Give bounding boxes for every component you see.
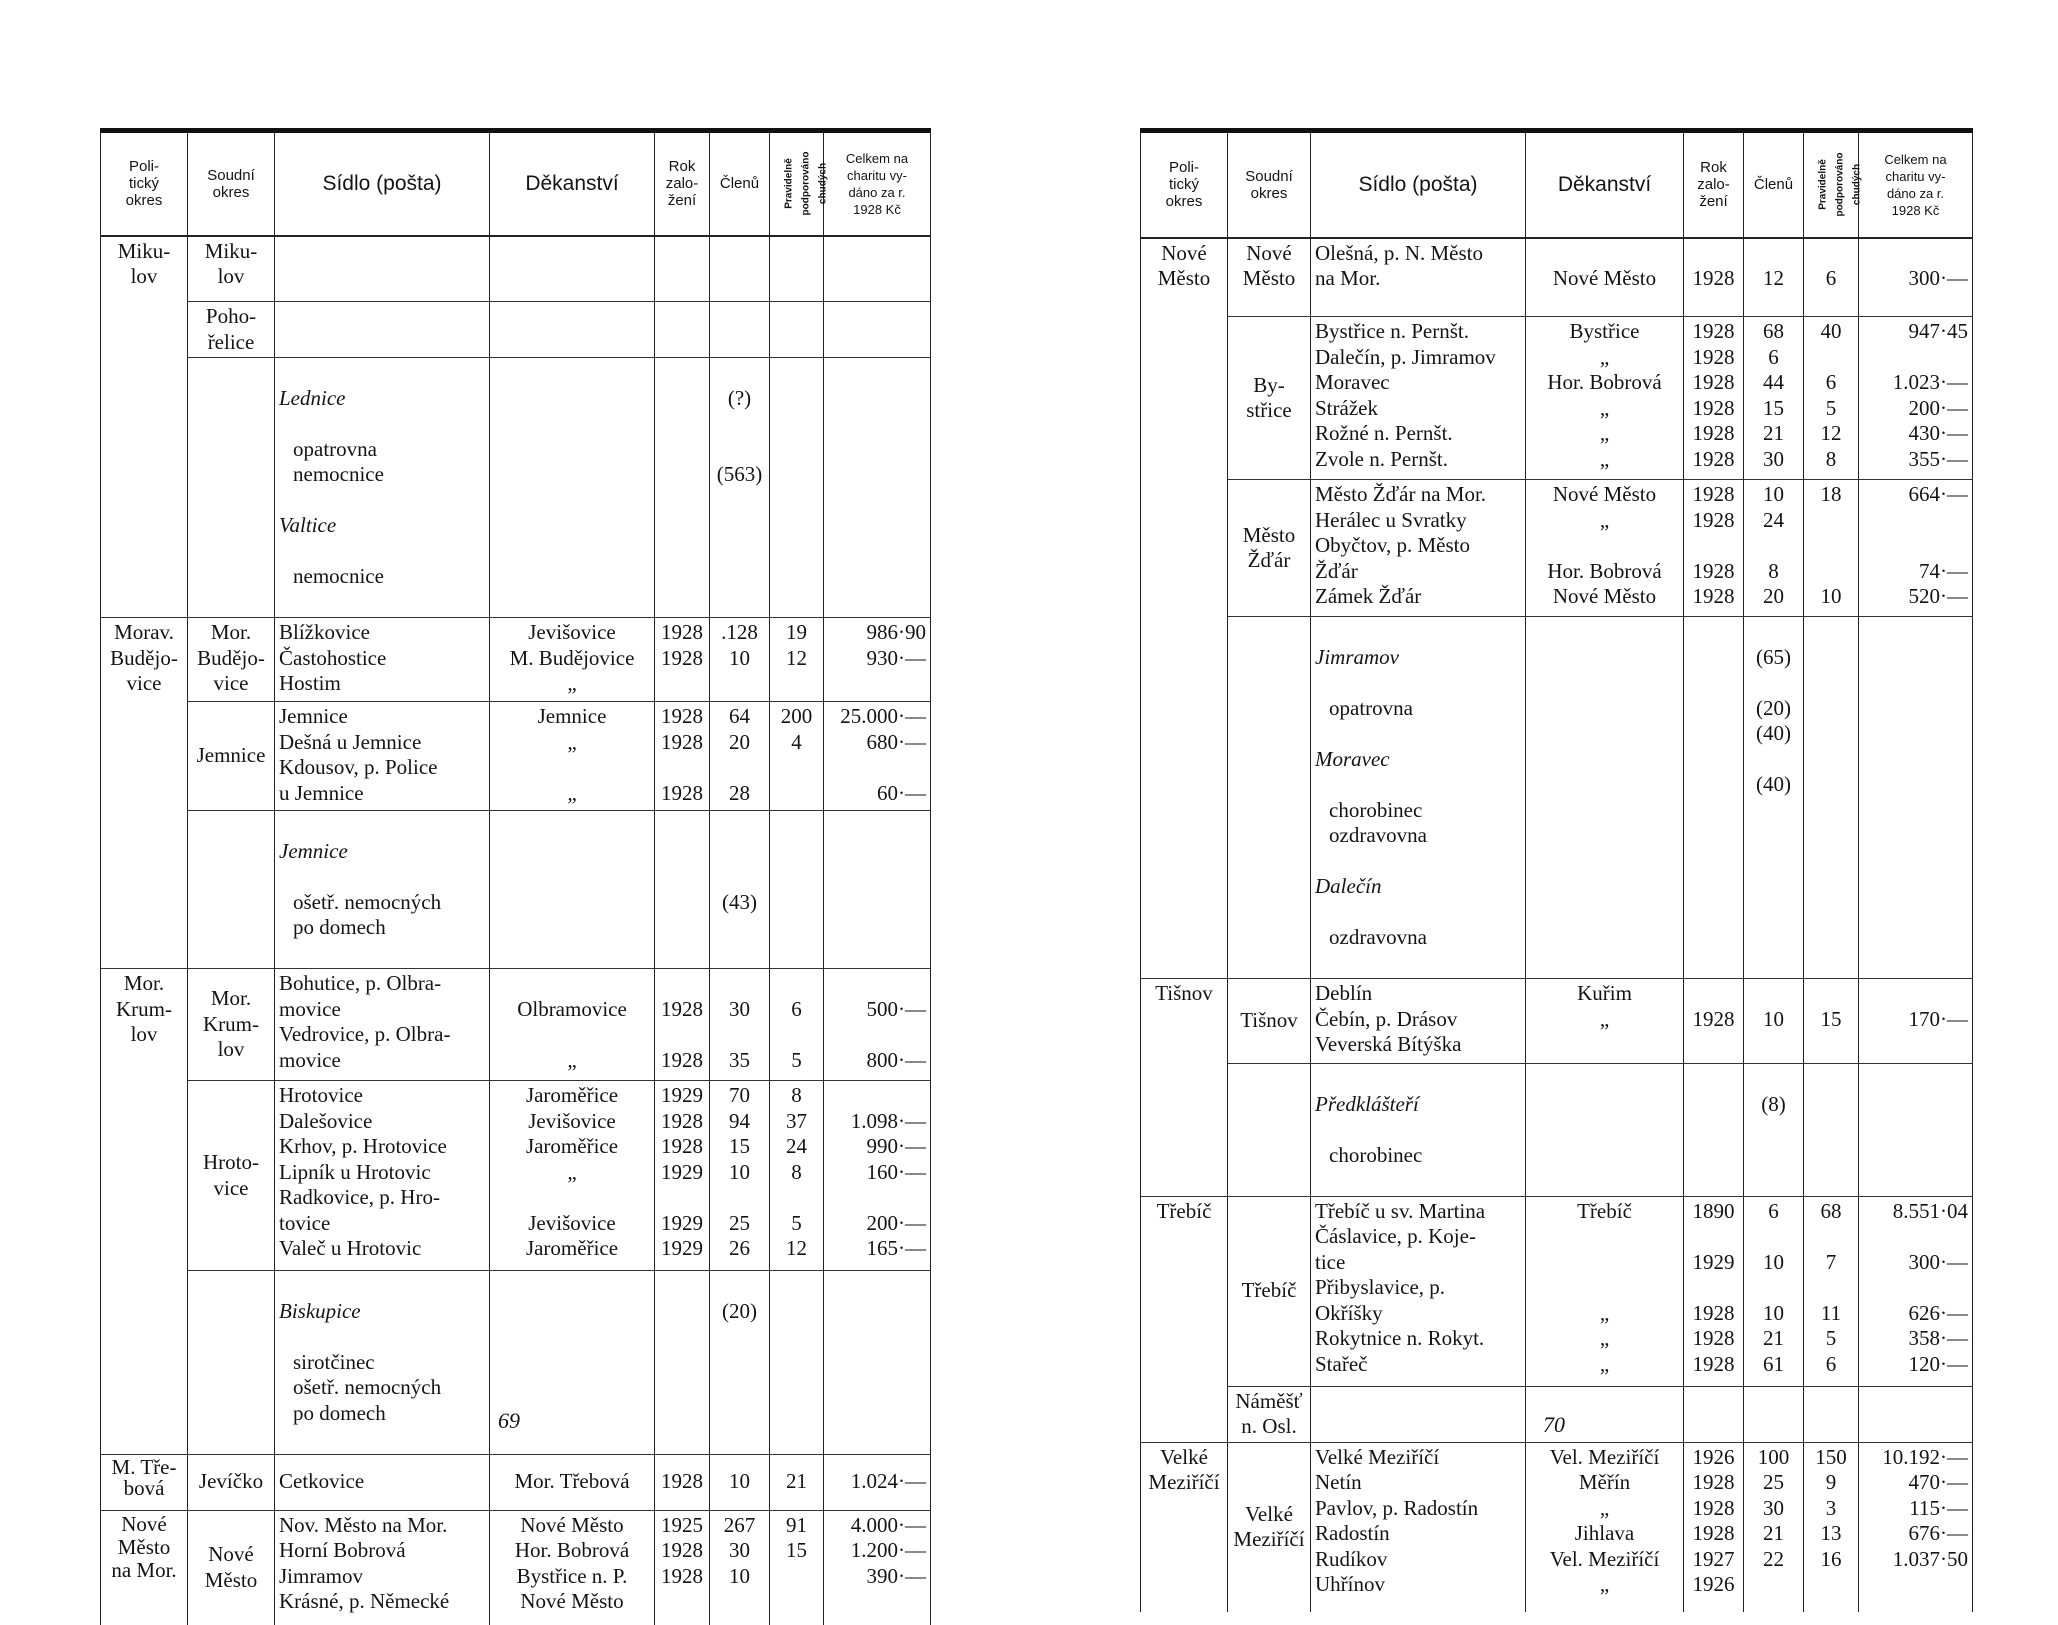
clenu-cell: 10 (1744, 979, 1804, 1064)
politicky-okres-cell: Tišnov (1141, 979, 1228, 1197)
soudni-okres-cell: Poho- řelice (188, 302, 275, 358)
sidlo-cell (275, 302, 490, 358)
soudni-okres-cell: Jevíčko (188, 1454, 275, 1510)
institution-place: Biskupice (279, 1298, 361, 1323)
institution-place: Dalečín (1315, 874, 1382, 898)
clenu-cell: (43) (710, 811, 770, 969)
table-row (101, 302, 931, 358)
table-header (101, 131, 931, 236)
table-row (1141, 617, 1973, 979)
sidlo-cell: Deblín Čebín, p. Drásov Veverská Bítýška (1311, 979, 1526, 1064)
soudni-okres-cell (188, 358, 275, 618)
charity-table-right (1140, 128, 1973, 1612)
dekanstvi-cell: Kuřim „ (1526, 979, 1684, 1064)
soudni-okres-cell: Město Žďár (1228, 480, 1311, 617)
institution-place: Moravec (1315, 746, 1390, 771)
rok-cell: 1928 1928 1928 (655, 702, 710, 811)
rok-cell: 1929 1928 1928 1929 1929 1929 (655, 1081, 710, 1271)
rok-cell: 1928 (655, 1454, 710, 1510)
clenu-cell: 100 25 30 21 22 (1744, 1442, 1804, 1612)
podporovano-cell: 68 7 11 5 6 (1804, 1196, 1859, 1386)
institution-type: chorobinec ozdravovna (1329, 797, 1427, 847)
clenu-cell: .128 10 (710, 618, 770, 702)
dekanstvi-cell: Nové Město (1526, 238, 1684, 317)
sidlo-cell: Třebíč u sv. Martina Čáslavice, p. Koje- tice Přibyslavice, p. Okříšky Rokytnice n. Rokyt. Stařeč (1311, 1196, 1526, 1386)
left-page (100, 128, 930, 1625)
podporovano-cell: 21 (770, 1454, 824, 1510)
dekanstvi-cell: Bystřice „ Hor. Bobrová „ „ „ (1526, 317, 1684, 480)
podporovano-cell: 6 5 (770, 969, 824, 1081)
soudni-okres-cell (188, 811, 275, 969)
header-dekanstvi: Děkanství (490, 131, 655, 236)
rok-cell: 1928 1928 1928 1928 1928 1928 (1684, 317, 1744, 480)
dekanstvi-cell: Olbramovice „ (490, 969, 655, 1081)
soudni-okres-cell: By- střice (1228, 317, 1311, 480)
clenu-cell (1744, 1386, 1804, 1442)
rok-cell (1684, 1064, 1744, 1197)
sidlo-cell (275, 1271, 490, 1455)
rok-cell (655, 302, 710, 358)
clenu-cell: 70 94 15 10 25 26 (710, 1081, 770, 1271)
celkem-cell: 300·— (1859, 238, 1973, 317)
celkem-cell: 8.551·04 300·— 626·— 358·— 120·— (1859, 1196, 1973, 1386)
clenu-cell: (20) (710, 1271, 770, 1455)
podporovano-cell (770, 302, 824, 358)
sidlo-cell: Velké Meziříčí Netín Pavlov, p. Radostín Radostín Rudíkov Uhřínov (1311, 1442, 1526, 1612)
celkem-cell: 986·90 930·— (824, 618, 931, 702)
header-soudni-okres: Soudní okres (188, 131, 275, 236)
charity-table-left (100, 128, 931, 1625)
sidlo-cell: Město Žďár na Mor. Herálec u Svratky Obyčtov, p. Město Žďár Zámek Žďár (1311, 480, 1526, 617)
podporovano-cell (770, 811, 824, 969)
header-sidlo: Sídlo (pošta) (1311, 131, 1526, 238)
rok-cell: 1925 1928 1928 (655, 1510, 710, 1625)
celkem-cell: 4.000·— 1.200·— 390·— (824, 1510, 931, 1625)
podporovano-cell (770, 236, 824, 302)
podporovano-cell (1804, 1386, 1859, 1442)
rok-cell (655, 811, 710, 969)
soudni-okres-cell: Velké Meziříčí (1228, 1442, 1311, 1612)
dekanstvi-cell (1526, 617, 1684, 979)
celkem-cell (1859, 1064, 1973, 1197)
institution-type: nemocnice (293, 564, 384, 588)
podporovano-cell: 91 15 (770, 1510, 824, 1625)
clenu-cell: 64 20 28 (710, 702, 770, 811)
rok-cell (655, 1271, 710, 1455)
celkem-cell (824, 236, 931, 302)
rok-cell (1684, 617, 1744, 979)
sidlo-cell (1311, 1386, 1526, 1442)
dekanstvi-cell: Nové Město „ Hor. Bobrová Nové Město (1526, 480, 1684, 617)
table-row (101, 1454, 931, 1510)
header-clenu: Členů (1744, 131, 1804, 238)
rok-cell: 1926 1928 1928 1928 1927 1926 (1684, 1442, 1744, 1612)
soudni-okres-cell: Mor. Krum- lov (188, 969, 275, 1081)
rok-cell (1684, 1386, 1744, 1442)
soudni-okres-cell: Nové Město (1228, 238, 1311, 317)
header-politicky-okres: Poli- tický okres (101, 131, 188, 236)
institution-place: Jimramov (1315, 644, 1399, 669)
dekanstvi-cell: Jemnice „ „ (490, 702, 655, 811)
celkem-cell: 25.000·— 680·— 60·— (824, 702, 931, 811)
clenu-cell (710, 236, 770, 302)
rok-cell: 1928 1928 (655, 969, 710, 1081)
header-pravidelne-podporovano: Pravidelně podporováno chudých (770, 131, 824, 236)
podporovano-cell: 8 37 24 8 5 12 (770, 1081, 824, 1271)
header-dekanstvi: Děkanství (1526, 131, 1684, 238)
celkem-cell (824, 358, 931, 618)
dekanstvi-cell: Vel. Meziříčí Měřín „ Jihlava Vel. Meziříčí „ (1526, 1442, 1684, 1612)
dekanstvi-cell: Jaroměřice Jevišovice Jaroměřice „ Jevišovice Jaroměřice (490, 1081, 655, 1271)
table-row (101, 236, 931, 302)
politicky-okres-cell: Nové Město na Mor. (101, 1510, 188, 1625)
rok-cell (655, 358, 710, 618)
header-celkem: Celkem na charitu vy- dáno za r. 1928 Kč (1859, 131, 1973, 238)
sidlo-cell: Bystřice n. Pernšt. Dalečín, p. Jimramov Moravec Strážek Rožné n. Pernšt. Zvole n. Pernšt. (1311, 317, 1526, 480)
table-row (1141, 1442, 1973, 1612)
soudni-okres-cell: Třebíč (1228, 1196, 1311, 1386)
sidlo-cell (275, 358, 490, 618)
rok-cell (655, 236, 710, 302)
institution-type: ošetř. nemocných po domech (293, 889, 442, 939)
clenu-cell: 10 24 8 20 (1744, 480, 1804, 617)
celkem-cell: 1.098·— 990·— 160·— 200·— 165·— (824, 1081, 931, 1271)
dekanstvi-cell (490, 811, 655, 969)
clenu-cell: 12 (1744, 238, 1804, 317)
institution-type: opatrovna nemocnice (293, 436, 384, 486)
celkem-cell (824, 811, 931, 969)
clenu-cell (710, 302, 770, 358)
sidlo-cell (1311, 617, 1526, 979)
institution-place: Valtice (279, 513, 337, 537)
celkem-cell (824, 1271, 931, 1455)
clenu-cell: 30 35 (710, 969, 770, 1081)
celkem-cell: 170·— (1859, 979, 1973, 1064)
politicky-okres-cell: Mor. Krum- lov (101, 969, 188, 1455)
clenu-cell: 10 (710, 1454, 770, 1510)
celkem-cell (1859, 617, 1973, 979)
podporovano-cell: 18 10 (1804, 480, 1859, 617)
politicky-okres-cell: M. Tře- bová (101, 1454, 188, 1510)
celkem-cell: 664·— 74·— 520·— (1859, 480, 1973, 617)
table-row (101, 969, 931, 1081)
sidlo-cell: Hrotovice Dalešovice Krhov, p. Hrotovice Lipník u Hrotovic Radkovice, p. Hro- tovice Valeč u Hrotovic (275, 1081, 490, 1271)
dekanstvi-cell (1526, 1064, 1684, 1197)
rok-cell: 1928 (1684, 979, 1744, 1064)
soudni-okres-cell: Hroto- vice (188, 1081, 275, 1271)
rok-cell: 1928 1928 (655, 618, 710, 702)
clenu-cell: 267 30 10 (710, 1510, 770, 1625)
soudni-okres-cell: Nové Město (188, 1510, 275, 1625)
celkem-cell: 1.024·— (824, 1454, 931, 1510)
podporovano-cell (1804, 617, 1859, 979)
table-row (1141, 1196, 1973, 1386)
header-pravidelne-podporovano: Pravidelně podporováno chudých (1804, 131, 1859, 238)
page-number: 69 (498, 1408, 520, 1433)
dekanstvi-cell (490, 302, 655, 358)
right-page (1140, 128, 1972, 1612)
clenu-cell: (8) (1744, 1064, 1804, 1197)
header-sidlo: Sídlo (pošta) (275, 131, 490, 236)
soudni-okres-cell: Náměšť n. Osl. (1228, 1386, 1311, 1442)
dekanstvi-cell: Nové Město Hor. Bobrová Bystřice n. P. Nové Město (490, 1510, 655, 1625)
institution-type: opatrovna (1329, 695, 1413, 720)
table-row (1141, 317, 1973, 480)
podporovano-cell: 150 9 3 13 16 (1804, 1442, 1859, 1612)
rok-cell: 1928 (1684, 238, 1744, 317)
podporovano-cell: 15 (1804, 979, 1859, 1064)
sidlo-cell (275, 811, 490, 969)
clenu-cell: (?) (563) (710, 358, 770, 618)
sidlo-cell: Olešná, p. N. Město na Mor. (1311, 238, 1526, 317)
dekanstvi-cell: Jevišovice M. Budějovice „ (490, 618, 655, 702)
politicky-okres-cell: Nové Město (1141, 238, 1228, 979)
podporovano-cell (1804, 1064, 1859, 1197)
dekanstvi-cell (490, 236, 655, 302)
clenu-cell: 68 6 44 15 21 30 (1744, 317, 1804, 480)
clenu-value: (563) (716, 462, 763, 486)
header-rok-zalozeni: Rok zalo- žení (655, 131, 710, 236)
politicky-okres-cell: Třebíč (1141, 1196, 1228, 1442)
celkem-cell (824, 302, 931, 358)
rok-cell: 1928 1928 1928 1928 (1684, 480, 1744, 617)
rok-cell: 1890 1929 1928 1928 1928 (1684, 1196, 1744, 1386)
soudni-okres-cell: Tišnov (1228, 979, 1311, 1064)
sidlo-cell: Cetkovice (275, 1454, 490, 1510)
sidlo-cell (275, 236, 490, 302)
clenu-cell: 6 10 10 21 61 (1744, 1196, 1804, 1386)
politicky-okres-cell: Morav. Budějo- vice (101, 618, 188, 969)
table-row (101, 1081, 931, 1271)
table-row (1141, 1064, 1973, 1197)
sidlo-cell: Jemnice Dešná u Jemnice Kdousov, p. Police u Jemnice (275, 702, 490, 811)
podporovano-cell: 200 4 (770, 702, 824, 811)
politicky-okres-cell: Miku- lov (101, 236, 188, 618)
table-row (1141, 480, 1973, 617)
soudni-okres-cell (188, 1271, 275, 1455)
table-row (1141, 238, 1973, 317)
header-celkem: Celkem na charitu vy- dáno za r. 1928 Kč (824, 131, 931, 236)
politicky-okres-cell: Velké Meziříčí (1141, 1442, 1228, 1612)
dekanstvi-cell: Mor. Třebová (490, 1454, 655, 1510)
table-row (1141, 979, 1973, 1064)
header-rok-zalozeni: Rok zalo- žení (1684, 131, 1744, 238)
dekanstvi-cell: Třebíč „ „ „ (1526, 1196, 1684, 1386)
soudni-okres-cell (1228, 617, 1311, 979)
clenu-cell: (65) (20) (40) (40) (1744, 617, 1804, 979)
sidlo-cell (1311, 1064, 1526, 1197)
table-row (101, 618, 931, 702)
institution-type: chorobinec (1329, 1142, 1423, 1167)
podporovano-cell (770, 358, 824, 618)
soudni-okres-cell: Mor. Budějo- vice (188, 618, 275, 702)
institution-place: Předklášteří (1315, 1091, 1419, 1116)
soudni-okres-cell (1228, 1064, 1311, 1197)
podporovano-cell: 19 12 (770, 618, 824, 702)
institution-place: Lednice (279, 385, 346, 410)
podporovano-cell: 6 (1804, 238, 1859, 317)
sidlo-cell: Bohutice, p. Olbra- movice Vedrovice, p. Olbra- movice (275, 969, 490, 1081)
header-clenu: Členů (710, 131, 770, 236)
header-soudni-okres: Soudní okres (1228, 131, 1311, 238)
dekanstvi-cell (490, 358, 655, 618)
celkem-cell (1859, 1386, 1973, 1442)
celkem-cell: 500·— 800·— (824, 969, 931, 1081)
institution-place: Jemnice (279, 838, 348, 863)
table-row (101, 702, 931, 811)
soudni-okres-cell: Miku- lov (188, 236, 275, 302)
page-number: 70 (1543, 1412, 1565, 1437)
sidlo-cell: Nov. Město na Mor. Horní Bobrová Jimramov Krásné, p. Německé (275, 1510, 490, 1625)
sidlo-cell: Blížkovice Častohostice Hostim (275, 618, 490, 702)
celkem-cell: 947·45 1.023·— 200·— 430·— 355·— (1859, 317, 1973, 480)
soudni-okres-cell: Jemnice (188, 702, 275, 811)
celkem-cell: 10.192·— 470·— 115·— 676·— 1.037·50 (1859, 1442, 1973, 1612)
podporovano-cell: 40 6 5 12 8 (1804, 317, 1859, 480)
institution-type: sirotčinec ošetř. nemocných po domech (293, 1349, 442, 1425)
institution-type: ozdravovna (1329, 925, 1427, 949)
table-row (101, 1510, 931, 1625)
podporovano-cell (770, 1271, 824, 1455)
header-politicky-okres: Poli- tický okres (1141, 131, 1228, 238)
table-header (1141, 131, 1973, 238)
table-row (101, 358, 931, 618)
table-row (101, 811, 931, 969)
